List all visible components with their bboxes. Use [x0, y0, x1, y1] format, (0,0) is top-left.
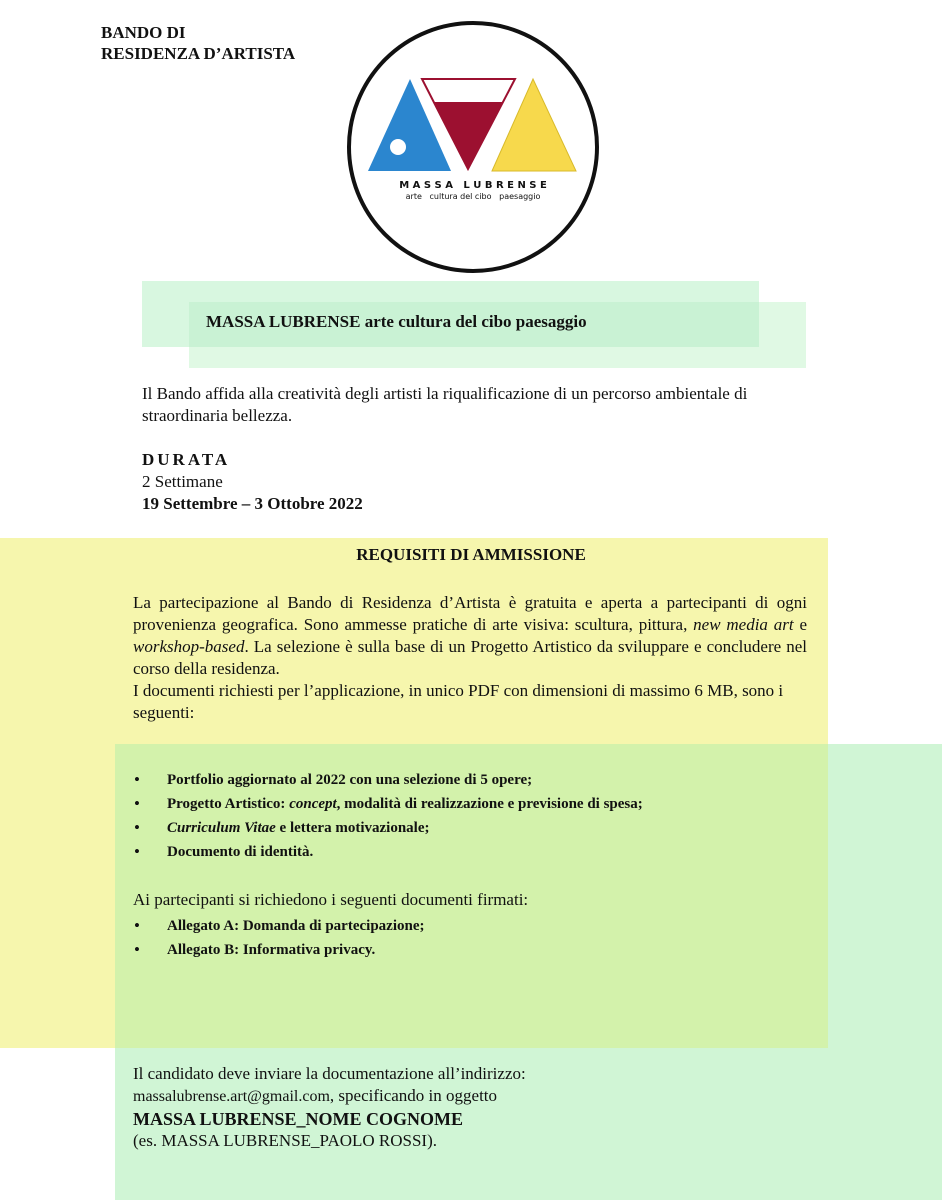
p1-text-e: e	[793, 615, 807, 634]
band-title: MASSA LUBRENSE arte cultura del cibo paesaggio	[206, 312, 587, 331]
submission-line-2-rest: , specificando in oggetto	[329, 1086, 498, 1105]
durata-heading: DURATA	[142, 450, 231, 469]
signed-documents-list	[133, 914, 813, 962]
intro-paragraph: Il Bando affida alla creatività degli artisti la riqualificazione di un percorso ambientale di straordinaria bellezza.	[142, 384, 748, 425]
durata-weeks: 2 Settimane	[142, 472, 223, 491]
submission-instructions	[133, 1063, 526, 1152]
email-subject: MASSA LUBRENSE_NOME COGNOME	[133, 1109, 464, 1129]
item-allegato-a: Allegato A: Domanda di partecipazione;	[167, 918, 425, 934]
item-cv-b: e lettera motivazionale;	[275, 820, 430, 836]
p1-text-a: La partecipazione al Bando di Residenza d’Artista è gratuita e aperta a partecipanti di ogni provenienza geografica. Sono ammesse pratiche di arte visiva: scultura, pittura,	[133, 593, 807, 634]
logo-tagline: arte cultura del cibo paesaggio	[405, 192, 541, 201]
requirements-heading: REQUISITI DI AMMISSIONE	[356, 545, 586, 564]
item-progetto-concept: concept	[289, 796, 337, 812]
requirements-body	[133, 592, 807, 724]
email-subject-example: (es. MASSA LUBRENSE_PAOLO ROSSI).	[133, 1131, 438, 1150]
item-portfolio: Portfolio aggiornato al 2022 con una selezione di 5 opere;	[167, 772, 533, 788]
email-address[interactable]: massalubrense.art@gmail.com	[133, 1088, 330, 1105]
list-item	[133, 840, 813, 864]
header-line-2: RESIDENZA D’ARTISTA	[101, 44, 296, 63]
list-item	[133, 816, 813, 840]
item-cv-a: Curriculum Vitae	[167, 820, 276, 836]
p1-workshop-based: workshop-based	[133, 637, 245, 656]
p1-text-b: . La selezione è sulla base di un Progetto Artistico da sviluppare e concludere nel corso della residenza.	[133, 637, 807, 678]
item-allegato-b: Allegato B: Informativa privacy.	[167, 942, 376, 958]
document-header	[101, 22, 295, 64]
list-item	[133, 938, 813, 962]
durata-dates: 19 Settembre – 3 Ottobre 2022	[142, 494, 363, 513]
item-documento: Documento di identità.	[167, 844, 314, 860]
header-line-1: BANDO DI	[101, 23, 186, 42]
list-item	[133, 914, 813, 938]
requirements-paragraph-1	[133, 592, 807, 680]
massa-lubrense-logo	[346, 20, 600, 274]
requirements-paragraph-2: I documenti richiesti per l’applicazione, in unico PDF con dimensioni di massimo 6 MB, sono i seguenti:	[133, 681, 784, 722]
documents-list	[133, 768, 813, 864]
logo-wordmark: M A S S A L U B R E N S E	[399, 180, 547, 191]
submission-line-1: Il candidato deve inviare la documentazione all’indirizzo:	[133, 1064, 526, 1083]
submission-line-2	[133, 1085, 526, 1108]
p1-new-media-art: new media art	[693, 615, 794, 634]
signed-documents-intro: Ai partecipanti si richiedono i seguenti documenti firmati:	[133, 890, 529, 909]
item-progetto-a: Progetto Artistico:	[167, 796, 290, 812]
logo-white-dot	[390, 139, 406, 155]
list-item	[133, 768, 813, 792]
item-progetto-b: , modalità di realizzazione e previsione di spesa;	[336, 796, 643, 812]
list-item	[133, 792, 813, 816]
